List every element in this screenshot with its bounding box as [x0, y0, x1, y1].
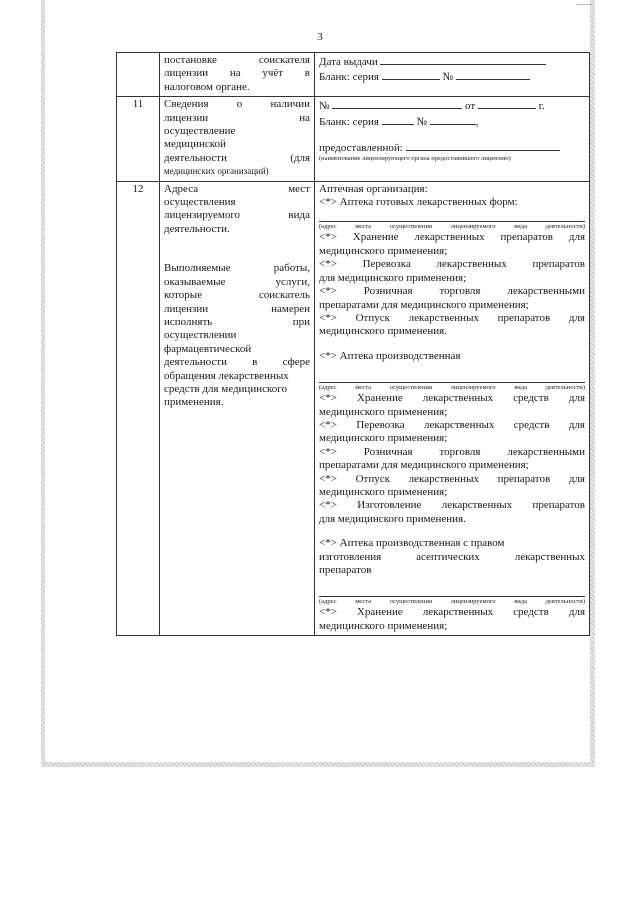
service-line: медицинского применения;: [319, 619, 448, 632]
scan-edge-bottom: [41, 762, 595, 767]
heading-line: изготовления асептических лекарственных: [319, 550, 585, 563]
pharmacy-aseptic-heading: [319, 537, 585, 577]
year-suffix: г.: [538, 100, 545, 113]
service-line: препаратами для медицинского применения;: [319, 459, 529, 472]
row-name-line: налоговом органе.: [164, 80, 250, 93]
blank-number-blank: [456, 69, 530, 80]
service-line: препаратами для медицинского применения;: [319, 298, 529, 311]
blank-series-label: Бланк: серия: [319, 71, 379, 84]
row-value-cell: [315, 53, 590, 97]
blank-series-label: Бланк: серия: [319, 115, 379, 128]
blank-number-blank: [430, 114, 476, 125]
row-name-line: исполнять при: [164, 315, 310, 328]
license-blank-series-field: [319, 114, 585, 129]
address-caption: (адрес места осуществления лицензируемого вида деятельности): [319, 223, 585, 231]
service-item: [319, 312, 585, 339]
row-number-cell: [117, 53, 160, 97]
row-name-line: осуществления: [164, 196, 236, 209]
row-name-line: применения.: [164, 396, 224, 409]
license-number-field: [319, 98, 585, 113]
address-caption: (адрес места осуществления лицензируемого вида деятельности): [319, 384, 585, 392]
service-line: для медицинского применения;: [319, 271, 467, 284]
row-name-line: средств для медицинского: [164, 382, 287, 395]
row-name-line: лицензии на: [164, 111, 310, 124]
row-number-cell: 11: [117, 97, 160, 181]
row-name-line: медицинской: [164, 138, 226, 151]
blank-series-field: [319, 69, 585, 84]
row-name-line: Адреса мест: [164, 182, 310, 195]
row-name-line: постановке соискателя: [164, 54, 310, 66]
row-name-cell: [160, 53, 315, 97]
service-line: медицинского применения;: [319, 485, 448, 498]
row-value-cell: [315, 97, 590, 181]
issue-date-label: Дата выдачи: [319, 56, 378, 68]
row-name-line: Сведения о наличии: [164, 98, 310, 111]
service-line: <*> Отпуск лекарственных препаратов для: [319, 472, 585, 485]
license-date-blank: [478, 98, 536, 109]
row-name-line: лицензии намерен: [164, 302, 310, 315]
row-name-line: медицинских организаций): [164, 166, 269, 177]
spacer: [164, 236, 310, 262]
service-line: <*> Отпуск лекарственных препаратов для: [319, 311, 585, 324]
table-row: [117, 53, 590, 97]
row-name-line: деятельности (для: [164, 151, 310, 164]
row-name-line: осуществление: [164, 125, 236, 138]
license-number-blank: [332, 98, 462, 109]
row-name-line: лицензируемого вида: [164, 209, 310, 222]
table-row: [117, 97, 590, 181]
heading-line: препаратов: [319, 564, 372, 576]
issue-date-blank: [380, 54, 546, 65]
service-line: <*> Хранение лекарственных средств для: [319, 606, 585, 619]
address-blank: [319, 372, 585, 383]
row-name-cell: [160, 97, 315, 181]
service-line: медицинского применения;: [319, 432, 448, 445]
row-name-line: осуществлении: [164, 329, 237, 342]
page-number: 3: [317, 31, 323, 43]
service-item: [319, 499, 585, 526]
row-name-line: фармацевтической: [164, 342, 252, 355]
service-line: медицинского применения.: [319, 325, 447, 338]
address-caption: (адрес места осуществления лицензируемого вида деятельности): [319, 598, 585, 606]
row-name-line: оказываемые услуги,: [164, 275, 310, 288]
pharmacy-ready-heading: <*> Аптека готовых лекарственных форм:: [319, 196, 518, 209]
issue-date-field: [319, 54, 585, 69]
spacer: [319, 339, 585, 350]
license-application-table: [116, 52, 590, 636]
service-line: <*> Перевозка лекарственных препаратов: [319, 258, 585, 271]
scan-edge-right: [590, 0, 595, 767]
spacer: [319, 526, 585, 537]
service-line: <*> Хранение лекарственных препаратов для: [319, 231, 585, 244]
row-name-line: деятельности.: [164, 222, 230, 235]
service-line: <*> Изготовление лекарственных препаратов: [319, 499, 585, 512]
row-name-line: Выполняемые работы,: [164, 262, 310, 275]
org-heading: Аптечная организация:: [319, 182, 428, 195]
number-sign: №: [319, 100, 330, 113]
address-blank: [319, 211, 585, 222]
provided-label: предоставленной:: [319, 142, 403, 155]
service-line: медицинского применения;: [319, 244, 448, 257]
service-line: <*> Розничная торговля лекарственными: [319, 445, 585, 458]
row-name-line: которые соискатель: [164, 289, 310, 302]
scan-edge-left: [41, 0, 45, 767]
table-row: [117, 181, 590, 636]
service-line: медицинского применения;: [319, 405, 448, 418]
row-name-line: обращения лекарственных: [164, 369, 289, 382]
service-line: <*> Розничная торговля лекарственными: [319, 285, 585, 298]
service-item: [319, 446, 585, 473]
pharmacy-production-heading: <*> Аптека производственная: [319, 349, 461, 362]
row-name-cell: [160, 181, 315, 636]
service-line: для медицинского применения.: [319, 512, 466, 525]
service-item: [319, 473, 585, 500]
number-sign: №: [442, 71, 453, 84]
service-line: <*> Хранение лекарственных средств для: [319, 392, 585, 405]
comma: ,: [475, 115, 479, 128]
blank-series-blank: [382, 69, 440, 80]
heading-line: <*> Аптека производственная с правом: [319, 537, 505, 550]
service-item: [319, 231, 585, 258]
provided-by-field: [319, 140, 585, 155]
row-name-line: лицензии на учёт в: [164, 67, 310, 80]
service-item: [319, 606, 585, 633]
number-sign: №: [416, 115, 427, 128]
address-blank: [319, 586, 585, 597]
row-number-cell: 12: [117, 181, 160, 636]
row-name-line: деятельности в сфере: [164, 356, 310, 369]
spacer: [319, 129, 585, 140]
service-item: [319, 419, 585, 446]
service-item: [319, 258, 585, 285]
scan-corner-mark: [576, 0, 592, 5]
provided-caption: (наименование лицензирующего органа предоставившего лицензию): [319, 155, 511, 163]
blank-series-blank: [382, 114, 414, 125]
row-value-cell: [315, 181, 590, 636]
service-item: [319, 392, 585, 419]
provided-blank: [406, 140, 560, 151]
from-label: от: [465, 100, 476, 113]
service-line: <*> Перевозка лекарственных средств для: [319, 418, 585, 431]
service-item: [319, 285, 585, 312]
